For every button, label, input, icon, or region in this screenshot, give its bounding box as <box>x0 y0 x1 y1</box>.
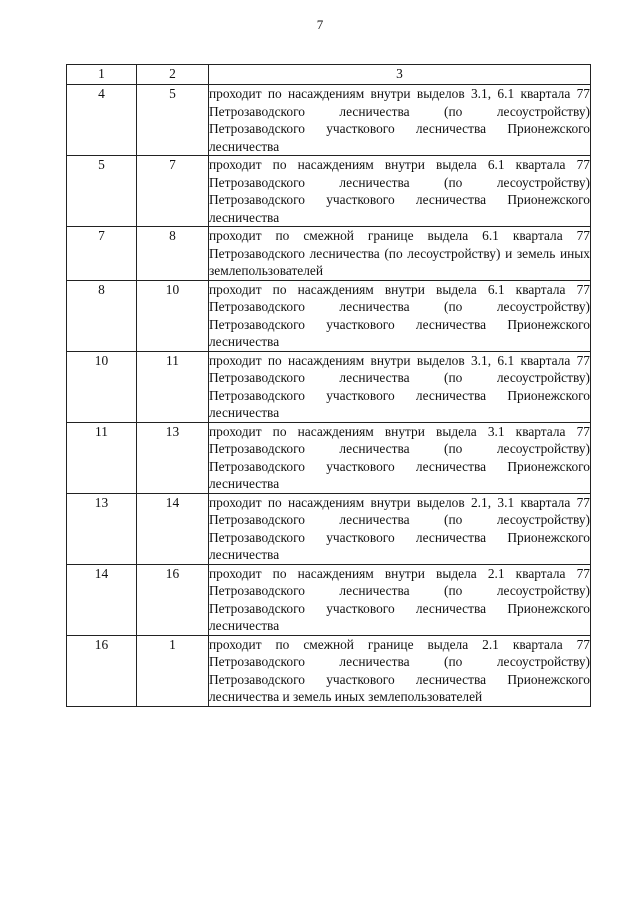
table-row <box>67 156 591 227</box>
table-row <box>67 351 591 422</box>
description-cell: проходит по смежной границе выдела 2.1 квартала 77 Петрозаводского лесничества (по лесоустройству) Петрозаводского участкового лесничества Прионежского лесничества и земель иных землепользователей <box>209 636 590 704</box>
description-cell: проходит по насаждениям внутри выделов 3.1, 6.1 квартала 77 Петрозаводского лесничества (по лесоустройству) Петрозаводского участкового лесничества Прионежского лесничества <box>209 86 590 154</box>
from-point-cell: 4 <box>67 85 137 156</box>
description-cell: проходит по смежной границе выдела 6.1 квартала 77 Петрозаводского лесничества (по лесоустройству) и земель иных землепользователей <box>209 228 590 278</box>
page-number: 7 <box>316 17 324 32</box>
column-header-from: 1 <box>67 65 137 85</box>
table-row <box>67 422 591 493</box>
boundary-table <box>66 64 591 707</box>
from-point-cell: 8 <box>67 280 137 351</box>
to-point-cell: 16 <box>137 564 209 635</box>
to-point-cell: 13 <box>137 422 209 493</box>
to-point-cell: 14 <box>137 493 209 564</box>
from-point-cell: 13 <box>67 493 137 564</box>
to-point-cell: 7 <box>137 156 209 227</box>
to-point-cell: 8 <box>137 227 209 281</box>
to-point-cell: 10 <box>137 280 209 351</box>
from-point-cell: 10 <box>67 351 137 422</box>
column-header-description: 3 <box>209 65 591 85</box>
column-header-to: 2 <box>137 65 209 85</box>
from-point-cell: 16 <box>67 635 137 706</box>
table-header-row <box>67 65 591 85</box>
description-cell: проходит по насаждениям внутри выдела 2.1 квартала 77 Петрозаводского лесничества (по лесоустройству) Петрозаводского участкового лесничества Прионежского лесничества <box>209 565 590 633</box>
to-point-cell: 5 <box>137 85 209 156</box>
description-cell: проходит по насаждениям внутри выделов 2.1, 3.1 квартала 77 Петрозаводского лесничества (по лесоустройству) Петрозаводского участкового лесничества Прионежского лесничества <box>209 494 590 562</box>
from-point-cell: 7 <box>67 227 137 281</box>
to-point-cell: 11 <box>137 351 209 422</box>
table-row <box>67 280 591 351</box>
table-row <box>67 564 591 635</box>
description-cell: проходит по насаждениям внутри выдела 6.1 квартала 77 Петрозаводского лесничества (по лесоустройству) Петрозаводского участкового лесничества Прионежского лесничества <box>209 157 590 225</box>
to-point-cell: 1 <box>137 635 209 706</box>
table-row <box>67 85 591 156</box>
boundary-table-body <box>67 65 591 707</box>
from-point-cell: 5 <box>67 156 137 227</box>
description-cell: проходит по насаждениям внутри выделов 3.1, 6.1 квартала 77 Петрозаводского лесничества (по лесоустройству) Петрозаводского участкового лесничества Прионежского лесничества <box>209 352 590 420</box>
from-point-cell: 11 <box>67 422 137 493</box>
table-row <box>67 227 591 281</box>
description-cell: проходит по насаждениям внутри выдела 3.1 квартала 77 Петрозаводского лесничества (по лесоустройству) Петрозаводского участкового лесничества Прионежского лесничества <box>209 423 590 491</box>
table-row <box>67 635 591 706</box>
from-point-cell: 14 <box>67 564 137 635</box>
table-row <box>67 493 591 564</box>
description-cell: проходит по насаждениям внутри выдела 6.1 квартала 77 Петрозаводского лесничества (по лесоустройству) Петрозаводского участкового лесничества Прионежского лесничества <box>209 281 590 349</box>
